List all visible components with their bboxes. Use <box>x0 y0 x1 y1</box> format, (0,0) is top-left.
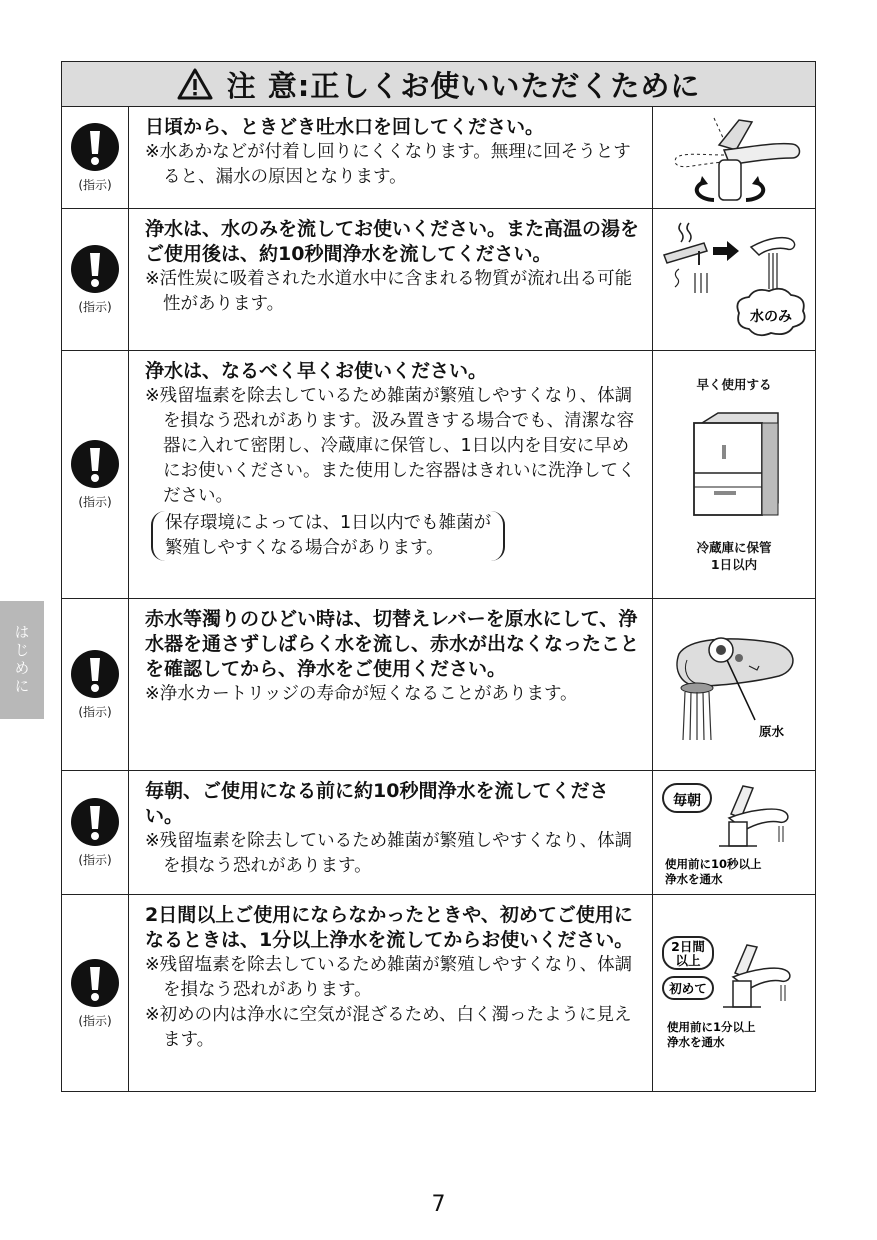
instruction-main: 浄水は、水のみを流してお使いください。また高温の湯をご使用後は、約10秒間浄水を流してください。 <box>145 218 640 265</box>
instruction-row <box>62 599 815 771</box>
instruction-note: ※残留塩素を除去しているため雑菌が繁殖しやすくなり、体調を損なう恐れがあります。 <box>145 955 633 1000</box>
exclamation-icon <box>70 122 120 172</box>
instruction-row <box>62 351 815 599</box>
instruction-note: ※活性炭に吸着された水道水中に含まれる物質が流れ出る可能性があります。 <box>145 269 633 314</box>
first-use-illustration <box>653 895 815 1091</box>
hot-water-to-cold-icon <box>659 217 809 342</box>
instruction-mark <box>62 107 129 208</box>
instruction-main: 毎朝、ご使用になる前に約10秒間浄水を流してください。 <box>145 780 609 827</box>
exclamation-icon <box>70 797 120 847</box>
first-time-badge: 初めて <box>669 981 707 996</box>
use-early-caption: 早く使用する <box>696 377 772 392</box>
instruction-text <box>129 895 653 1091</box>
two-days-badge: 2日間 <box>671 939 705 954</box>
fridge-icon <box>684 411 784 521</box>
instruction-mark <box>62 895 129 1091</box>
parenthetical-line: 繁殖しやすくなる場合があります。 <box>165 538 444 558</box>
two-days-badge: 以上 <box>675 953 701 968</box>
morning-caption-line: 浄水を通水 <box>665 871 723 886</box>
exclamation-icon <box>70 958 120 1008</box>
first-use-caption-line: 使用前に1分以上 <box>667 1020 756 1034</box>
instruction-text <box>129 599 653 770</box>
instruction-mark <box>62 209 129 350</box>
instruction-row <box>62 107 815 209</box>
instruction-label: (指示) <box>78 1013 112 1028</box>
fridge-caption-line: 1日以内 <box>710 557 758 572</box>
instruction-row <box>62 895 815 1091</box>
instruction-text <box>129 209 653 350</box>
switch-lever-icon <box>659 620 809 750</box>
instruction-note: ※水あかなどが付着し回りにくくなります。無理に回そうとすると、漏水の原因となります。 <box>145 142 631 187</box>
exclamation-icon <box>70 439 120 489</box>
instruction-text <box>129 351 653 598</box>
raw-water-caption: 原水 <box>759 723 785 739</box>
caution-title: 注 意:正しくお使いいただくために <box>226 68 701 103</box>
morning-caption-line: 使用前に10秒以上 <box>665 856 762 871</box>
instruction-mark <box>62 771 129 894</box>
exclamation-icon <box>70 649 120 699</box>
first-use-faucet-icon <box>659 933 809 1053</box>
instruction-label: (指示) <box>78 705 112 719</box>
morning-faucet-icon <box>659 778 809 888</box>
instruction-main: 2日間以上ご使用にならなかったときや、初めてご使用になるときは、1分以上浄水を流してからお使いください。 <box>145 904 634 951</box>
instruction-label: (指示) <box>78 853 112 867</box>
instruction-text <box>129 771 653 894</box>
hot-to-water-illustration <box>653 209 815 350</box>
instruction-text <box>129 107 653 208</box>
exclamation-icon <box>70 244 120 294</box>
instruction-note: ※残留塩素を除去しているため雑菌が繁殖しやすくなり、体調を損なう恐れがあります。 <box>145 831 633 876</box>
section-tab <box>0 601 44 719</box>
instruction-row <box>62 209 815 351</box>
instruction-main: 赤水等濁りのひどい時は、切替えレバーを原水にして、浄水器を通さずしばらく水を流し、赤水が出なくなったことを確認してから、浄水をご使用ください。 <box>145 608 640 680</box>
morning-illustration <box>653 771 815 894</box>
instruction-note: ※浄水カートリッジの寿命が短くなることがあります。 <box>145 684 578 704</box>
instruction-main: 日頃から、ときどき吐水口を回してください。 <box>145 116 545 138</box>
caution-table <box>61 61 816 1092</box>
instruction-mark <box>62 599 129 770</box>
instruction-label: (指示) <box>78 300 112 314</box>
instruction-note: ※初めの内は浄水に空気が混ざるため、白く濁ったように見えます。 <box>145 1005 632 1050</box>
page-number: 7 <box>431 1192 446 1217</box>
faucet-rotate-illustration <box>653 107 815 208</box>
faucet-rotate-icon <box>664 110 804 205</box>
instruction-label: (指示) <box>78 178 112 192</box>
instruction-mark <box>62 351 129 598</box>
instruction-row <box>62 771 815 895</box>
lever-illustration <box>653 599 815 770</box>
every-morning-badge: 毎朝 <box>673 792 701 809</box>
instruction-parenthetical <box>151 511 505 561</box>
section-tab-label: はじめに <box>12 624 31 696</box>
fridge-caption <box>696 539 771 573</box>
instruction-main: 浄水は、なるべく早くお使いください。 <box>145 360 488 382</box>
parenthetical-line: 保存環境によっては、1日以内でも雑菌が <box>165 513 492 533</box>
instruction-note: ※残留塩素を除去しているため雑菌が繁殖しやすくなり、体調を損なう恐れがあります。汲み置きする場合でも、清潔な容器に入れて密閉し、冷蔵庫に保管し、1日以内を目安に早めにお使いください。また使用した容器はきれいに洗浄してください。 <box>145 386 636 506</box>
first-use-caption-line: 浄水を通水 <box>667 1035 725 1049</box>
fridge-caption-line: 冷蔵庫に保管 <box>696 540 772 555</box>
warning-icon <box>177 68 213 100</box>
instruction-label: (指示) <box>78 495 112 509</box>
caution-header <box>62 62 815 107</box>
fridge-illustration <box>653 351 815 598</box>
water-only-bubble: 水のみ <box>750 309 792 325</box>
